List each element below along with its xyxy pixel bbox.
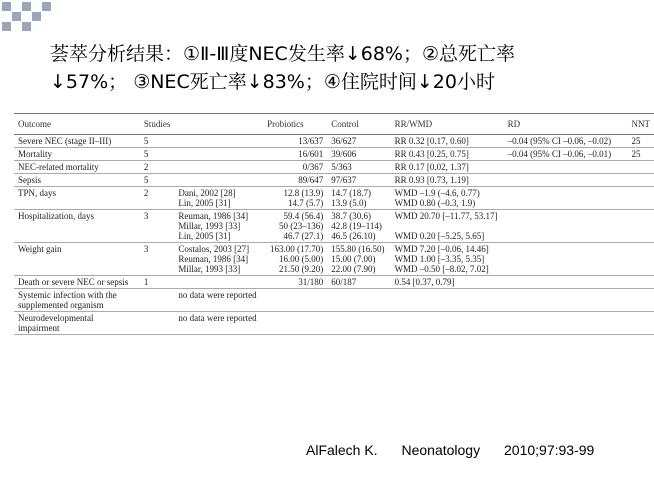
cell-probiotics bbox=[263, 174, 327, 187]
cell-probiotics-line: 46.7 (27.1) bbox=[283, 231, 324, 241]
cell-studies-count bbox=[140, 289, 175, 312]
cell-probiotics bbox=[263, 135, 327, 148]
heading-line-1: 荟萃分析结果：①Ⅱ-Ⅲ度NEC发生率↓68%；②总死亡率 bbox=[50, 43, 516, 65]
cell-rd bbox=[504, 210, 628, 243]
cell-outcome-line: NEC-related mortality bbox=[18, 162, 99, 172]
cell-control bbox=[327, 174, 390, 187]
cell-outcome-line: Mortality bbox=[18, 149, 52, 159]
cell-probiotics bbox=[263, 148, 327, 161]
cell-control-line: 155.80 (16.50) bbox=[331, 244, 385, 254]
cell-study-refs-line: Reuman, 1986 [34] bbox=[178, 254, 249, 264]
cell-rr-wmd bbox=[391, 243, 504, 276]
cell-study-refs-line: no data were reported bbox=[178, 290, 257, 300]
cell-outcome-line: Neurodevelopmental bbox=[18, 313, 94, 323]
cell-studies-count bbox=[140, 312, 175, 335]
cell-control bbox=[327, 135, 390, 148]
cell-probiotics-line: 14.7 (5.7) bbox=[288, 198, 324, 208]
table-row bbox=[14, 312, 654, 335]
table-row bbox=[14, 148, 654, 161]
cell-rr-wmd bbox=[391, 174, 504, 187]
cell-rr-wmd-line: 0.54 [0.37, 0.79] bbox=[394, 277, 455, 287]
header-nnt: NNT bbox=[628, 114, 654, 135]
cell-control bbox=[327, 289, 390, 312]
cell-rr-wmd-line: WMD 1.00 [–3.35, 5.35] bbox=[394, 254, 485, 264]
cell-rr-wmd bbox=[391, 312, 504, 335]
cell-control bbox=[327, 161, 390, 174]
cell-nnt bbox=[628, 174, 654, 187]
cell-probiotics bbox=[263, 312, 327, 335]
cell-probiotics-line: 59.4 (56.4) bbox=[283, 211, 324, 221]
cell-control-line: 36/627 bbox=[331, 136, 357, 146]
cell-outcome-line: TPN, days bbox=[18, 188, 56, 198]
cell-control-line: 46.5 (26.10) bbox=[331, 231, 376, 241]
cell-outcome bbox=[14, 243, 140, 276]
cell-studies-count: 5 bbox=[140, 135, 175, 148]
cell-nnt bbox=[628, 312, 654, 335]
citation-author: AlFalech K. bbox=[306, 442, 378, 458]
cell-rd bbox=[504, 161, 628, 174]
cell-control-line: 13.9 (5.0) bbox=[331, 198, 367, 208]
cell-study-refs-line: Costalos, 2003 [27] bbox=[178, 244, 250, 254]
cell-outcome bbox=[14, 312, 140, 335]
header-study-refs bbox=[174, 114, 263, 135]
cell-rr-wmd-line: RR 0.43 [0.25, 0.75] bbox=[394, 149, 469, 159]
header-probiotics: Probiotics bbox=[263, 114, 327, 135]
cell-study-refs bbox=[174, 174, 263, 187]
table-row bbox=[14, 289, 654, 312]
cell-rr-wmd-line: WMD –1.9 (–4.6, 0.77) bbox=[394, 188, 480, 198]
table-row bbox=[14, 187, 654, 210]
cell-rr-wmd bbox=[391, 135, 504, 148]
cell-rr-wmd-line: RR 0.32 [0.17, 0.60] bbox=[394, 136, 469, 146]
cell-probiotics bbox=[263, 289, 327, 312]
cell-nnt bbox=[628, 210, 654, 243]
cell-control-line: 39/606 bbox=[331, 149, 357, 159]
heading-line-2: ↓57%； ③NEC死亡率↓83%；④住院时间↓20小时 bbox=[50, 71, 495, 93]
cell-probiotics-line: 13/637 bbox=[298, 136, 324, 146]
cell-outcome bbox=[14, 148, 140, 161]
cell-rr-wmd bbox=[391, 210, 504, 243]
citation-ref: 2010;97:93-99 bbox=[504, 442, 595, 458]
cell-nnt: 25 bbox=[628, 135, 654, 148]
cell-probiotics-line: 16.00 (5.00) bbox=[279, 254, 324, 264]
cell-control bbox=[327, 243, 390, 276]
cell-studies-count: 5 bbox=[140, 148, 175, 161]
cell-rd bbox=[504, 312, 628, 335]
table-row bbox=[14, 135, 654, 148]
cell-outcome-line: Weight gain bbox=[18, 244, 62, 254]
cell-study-refs bbox=[174, 148, 263, 161]
cell-rr-wmd bbox=[391, 161, 504, 174]
cell-control bbox=[327, 210, 390, 243]
table-header-row bbox=[14, 114, 654, 135]
cell-control-line: 38.7 (30.6) bbox=[331, 211, 372, 221]
cell-outcome-line: Systemic infection with the bbox=[18, 290, 117, 300]
table-body bbox=[14, 135, 654, 335]
cell-study-refs bbox=[174, 243, 263, 276]
cell-studies-count: 2 bbox=[140, 161, 175, 174]
cell-studies-count: 5 bbox=[140, 174, 175, 187]
cell-outcome-line: supplemented organism bbox=[18, 300, 104, 310]
table-row bbox=[14, 276, 654, 289]
cell-probiotics-line: 0/367 bbox=[302, 162, 324, 172]
cell-study-refs bbox=[174, 187, 263, 210]
cell-study-refs-line: no data were reported bbox=[178, 313, 257, 323]
cell-rr-wmd-line: RR 0.17 [0.02, 1.37] bbox=[394, 162, 469, 172]
cell-study-refs bbox=[174, 276, 263, 289]
cell-study-refs bbox=[174, 312, 263, 335]
cell-studies-count: 3 bbox=[140, 243, 175, 276]
cell-outcome bbox=[14, 135, 140, 148]
cell-rr-wmd-line: WMD 0.20 [–5.25, 5.65] bbox=[394, 231, 485, 241]
cell-studies-count: 2 bbox=[140, 187, 175, 210]
cell-probiotics bbox=[263, 187, 327, 210]
corner-decoration bbox=[0, 0, 60, 32]
header-control: Control bbox=[327, 114, 390, 135]
cell-study-refs bbox=[174, 289, 263, 312]
cell-outcome bbox=[14, 276, 140, 289]
citation-journal: Neonatology bbox=[401, 442, 481, 458]
cell-rd bbox=[504, 187, 628, 210]
cell-probiotics-line: 16/601 bbox=[298, 149, 324, 159]
cell-probiotics bbox=[263, 276, 327, 289]
cell-outcome bbox=[14, 174, 140, 187]
cell-studies-count: 1 bbox=[140, 276, 175, 289]
cell-control-line: 97/637 bbox=[331, 175, 357, 185]
cell-rd: –0.04 (95% CI –0.06, –0.02) bbox=[504, 135, 628, 148]
cell-rr-wmd bbox=[391, 289, 504, 312]
cell-outcome-line: Death or severe NEC or sepsis bbox=[18, 277, 129, 287]
cell-rd bbox=[504, 174, 628, 187]
cell-probiotics bbox=[263, 243, 327, 276]
cell-study-refs bbox=[174, 161, 263, 174]
cell-nnt bbox=[628, 187, 654, 210]
cell-rr-wmd-line: WMD 0.80 (–0.3, 1.9) bbox=[394, 198, 476, 208]
cell-rr-wmd-line: WMD 7.20 [–0.06, 14.46] bbox=[394, 244, 489, 254]
cell-control-line: 14.7 (18.7) bbox=[331, 188, 372, 198]
cell-outcome bbox=[14, 210, 140, 243]
cell-rr-wmd-line: WMD –0.50 [–8.02, 7.02] bbox=[394, 264, 489, 274]
cell-study-refs-line: Millar, 1993 [33] bbox=[178, 264, 241, 274]
cell-outcome-line: Sepsis bbox=[18, 175, 42, 185]
cell-probiotics-line: 89/647 bbox=[298, 175, 324, 185]
cell-study-refs-line: Reuman, 1986 [34] bbox=[178, 211, 249, 221]
cell-control bbox=[327, 276, 390, 289]
cell-study-refs-line: Dani, 2002 [28] bbox=[178, 188, 236, 198]
cell-probiotics-line: 31/180 bbox=[298, 277, 324, 287]
cell-control-line: 5/363 bbox=[331, 162, 352, 172]
cell-control bbox=[327, 148, 390, 161]
cell-study-refs-line: Millar, 1993 [33] bbox=[178, 221, 241, 231]
header-studies: Studies bbox=[140, 114, 175, 135]
cell-rd: –0.04 (95% CI –0.06, –0.01) bbox=[504, 148, 628, 161]
cell-rr-wmd-line bbox=[395, 221, 500, 231]
cell-rd bbox=[504, 289, 628, 312]
cell-study-refs bbox=[174, 210, 263, 243]
cell-nnt bbox=[628, 243, 654, 276]
cell-study-refs-line: Lin, 2005 [31] bbox=[178, 198, 231, 208]
cell-rr-wmd-line: WMD 20.70 [–11.77, 53.17] bbox=[394, 211, 498, 221]
cell-rr-wmd bbox=[391, 148, 504, 161]
cell-rr-wmd bbox=[391, 187, 504, 210]
cell-outcome bbox=[14, 161, 140, 174]
cell-control-line: 42.8 (19–114) bbox=[331, 221, 382, 231]
table-row bbox=[14, 210, 654, 243]
cell-outcome bbox=[14, 187, 140, 210]
cell-studies-count: 3 bbox=[140, 210, 175, 243]
cell-control bbox=[327, 187, 390, 210]
cell-nnt: 25 bbox=[628, 148, 654, 161]
cell-probiotics bbox=[263, 210, 327, 243]
header-rr-wmd: RR/WMD bbox=[391, 114, 504, 135]
cell-control-line: 22.00 (7.90) bbox=[331, 264, 376, 274]
cell-probiotics bbox=[263, 161, 327, 174]
cell-probiotics-line: 50 (23–136) bbox=[279, 221, 324, 231]
cell-probiotics-line: 21.50 (9.20) bbox=[279, 264, 324, 274]
cell-control bbox=[327, 312, 390, 335]
cell-nnt bbox=[628, 161, 654, 174]
header-rd: RD bbox=[504, 114, 628, 135]
cell-outcome-line: Hospitalization, days bbox=[18, 211, 94, 221]
cell-outcome-line: Severe NEC (stage II–III) bbox=[18, 136, 112, 146]
cell-rr-wmd-line: RR 0.93 [0.73, 1.19] bbox=[394, 175, 469, 185]
results-table bbox=[14, 113, 654, 335]
results-table-container bbox=[14, 113, 650, 335]
cell-rd bbox=[504, 243, 628, 276]
cell-control-line: 15.00 (7.00) bbox=[331, 254, 376, 264]
cell-rd bbox=[504, 276, 628, 289]
cell-control-line: 60/187 bbox=[331, 277, 357, 287]
table-row bbox=[14, 161, 654, 174]
cell-study-refs bbox=[174, 135, 263, 148]
slide-heading bbox=[50, 40, 630, 96]
cell-probiotics-line: 12.8 (13.9) bbox=[283, 188, 324, 198]
header-outcome: Outcome bbox=[14, 114, 140, 135]
cell-outcome-line: impairment bbox=[18, 323, 60, 333]
cell-nnt bbox=[628, 276, 654, 289]
cell-nnt bbox=[628, 289, 654, 312]
cell-probiotics-line: 163.00 (17.70) bbox=[270, 244, 324, 254]
cell-study-refs-line: Lin, 2005 [31] bbox=[178, 231, 231, 241]
table-row bbox=[14, 174, 654, 187]
cell-rr-wmd bbox=[391, 276, 504, 289]
cell-outcome bbox=[14, 289, 140, 312]
citation bbox=[306, 442, 594, 458]
table-row bbox=[14, 243, 654, 276]
